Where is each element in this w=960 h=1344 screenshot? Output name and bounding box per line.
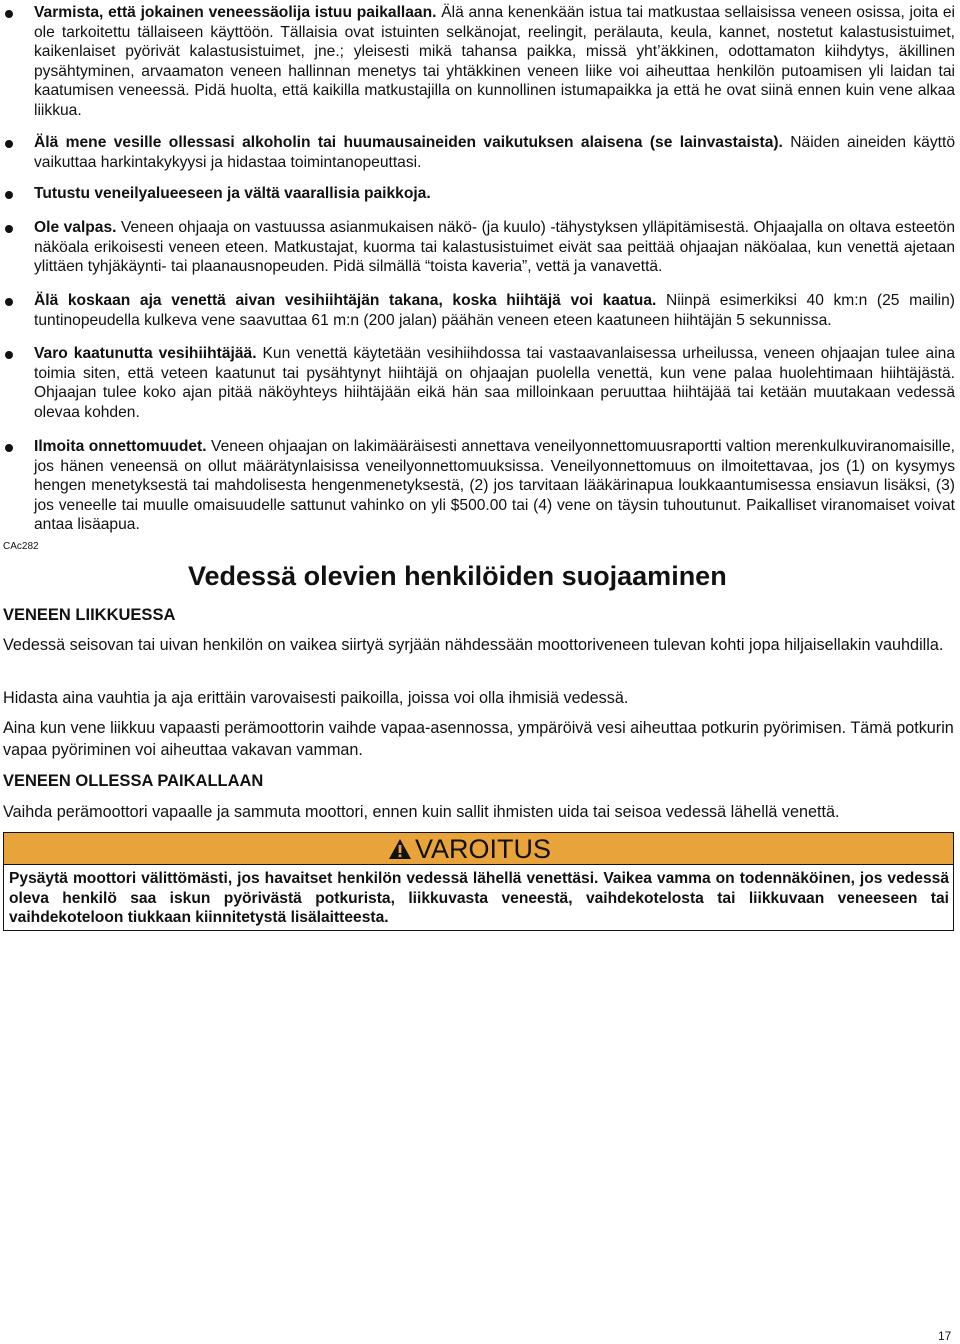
section-title: Vedessä olevien henkilöiden suojaaminen [188, 561, 727, 591]
bullet-dot [5, 140, 13, 148]
bullet-bold: Tutustu veneilyalueeseen ja vältä vaarallisia paikkoja. [34, 185, 431, 202]
bullet-bold: Ilmoita onnettomuudet. [34, 438, 207, 455]
warning-triangle-icon [388, 838, 412, 860]
stationary-paragraph-1: Vaihda perämoottori vapaalle ja sammuta moottori, ennen kuin sallit ihmisten uida tai seisoa vedessä lähellä venettä. [3, 803, 840, 821]
moving-paragraph-1: Vedessä seisovan tai uivan henkilön on vaikea siirtyä syrjään nähdessään moottoriveneen tulevan kohti jopa hiljaisellakin vauhdilla. [3, 636, 944, 654]
bullet-text [34, 218, 955, 277]
heading-boat-stationary: VENEEN OLLESSA PAIKALLAAN [3, 772, 264, 790]
warning-box [3, 832, 954, 931]
bullet-text [34, 184, 955, 204]
bullet-text [34, 291, 955, 330]
warning-header [4, 833, 953, 865]
bullet-body: Kun venettä käytetään vesihiihdossa tai vastaavanlaisessa urheilussa, veneen ohjaajan tulee aina toimia siten, että veteen kaatunut tai pysähtynyt hiihtäjä on ohjaajan puolella venettä, kun vene palaa huolehtimaan hiihtäjästä. Ohjaajan tulee koko ajan pitää näköyhteys hiihtäjään eikä hän saa milloinkaan peruuttaa hiihtäjää tai ketään muutakaan vedessä olevaa kohden. [34, 345, 955, 421]
bullet-dot [5, 444, 13, 452]
bullet-dot [5, 225, 13, 233]
bullet-bold: Älä mene vesille ollessasi alkoholin tai huumausaineiden vaikutuksen alaisena (se lainvastaista). [34, 134, 783, 151]
bullet-body: Älä anna kenenkään istua tai matkustaa sellaisissa veneen osissa, joita ei ole tarkoitettu tällaiseen käyttöön. Tällaisia ovat istuinten selkänojat, reelingit, perälauta, keula, kannet, nostetut kalastusistuimet, kaikenlaiset pyörivät kalastusistuimet, jne.; yleisesti mikä tahansa paikka, missä yht’äkkinen, odottamaton kiihdytys, äkillinen pysähtyminen, arvaamaton veneen hallinnan menetys tai yhtäkkinen veneen liike voi aiheuttaa henkilön putoamisen yli laidan tai kaatumisen veneessä. Pidä huolta, että kaikilla matkustajilla on kunnollinen istumapaikka ja että he ovat siinä ennen kuin vene alkaa liikkua. [34, 4, 955, 119]
bullet-body: Näiden aineiden käyttö vaikuttaa harkintakykyysi ja hidastaa toimintanopeuttasi. [34, 134, 955, 171]
bullet-bold: Varo kaatunutta vesihiihtäjää. [34, 345, 257, 362]
bullet-body: Veneen ohjaaja on vastuussa asianmukaisen näkö- (ja kuulo) -tähystyksen ylläpitämisestä. Ohjaajalla on oltava esteetön näköala erikoisesti veneen eteen. Matkustajat, kuorma tai kalastusistuimet eivät saa peittää ohjaajan näköalaa, kun venettä ajetaan ylittäen tyhjäkäynti- tai plaanausnopeuden. Pidä silmällä “toista kaveria”, vettä ja vanavettä. [34, 219, 955, 276]
bullet-bold: Älä koskaan aja venettä aivan vesihiihtäjän takana, koska hiihtäjä voi kaatua. [34, 292, 657, 309]
bullet-body: Niinpä esimerkiksi 40 km:n (25 mailin) tuntinopeudella kulkeva vene saavuttaa 61 m:n (200 jalan) päähän veneen eteen kaatuneen hiihtäjän 5 sekunnissa. [34, 292, 955, 329]
heading-boat-moving: VENEEN LIIKKUESSA [3, 606, 176, 624]
bullet-text [34, 3, 955, 121]
warning-text: Pysäytä moottori välittömästi, jos havaitset henkilön vedessä lähellä venettäsi. Vaikea vamma on todennäköinen, jos vedessä oleva henkilö saa iskun pyörivästä potkurista, liikkuvasta veneestä, vaihdekotelosta tai liikkuvaan veneeseen tai vaihdekoteloon tiukkaan kiinnitetystä lisälaitteesta. [9, 870, 949, 927]
bullet-text [34, 133, 955, 172]
bullet-dot [5, 191, 13, 199]
moving-paragraph-3: Aina kun vene liikkuu vapaasti perämoottorin vaihde vapaa-asennossa, ympäröivä vesi aiheuttaa potkurin pyörimisen. Tämä potkurin vapaa pyöriminen voi aiheuttaa vakavan vamman. [3, 719, 954, 759]
bullet-bold: Ole valpas. [34, 219, 117, 236]
bullet-text [34, 344, 955, 422]
bullet-dot [5, 10, 13, 18]
page-number: 17 [938, 1329, 952, 1343]
bullet-dot [5, 351, 13, 359]
bullet-bold: Varmista, että jokainen veneessäolija istuu paikallaan. [34, 4, 437, 21]
bullet-text [34, 437, 955, 535]
warning-label: VAROITUS [415, 834, 552, 864]
moving-paragraph-2: Hidasta aina vauhtia ja aja erittäin varovaisesti paikoilla, joissa voi olla ihmisiä vedessä. [3, 689, 629, 707]
bullet-body: Veneen ohjaajan on lakimääräisesti annettava veneilyonnettomuusraportti valtion merenkulkuviranomaisille, jos hänen veneensä on ollut määrätynlaisissa veneilyonnettomuuksissa. Veneilyonnettomuus on ilmoitettavaa, jos (1) on kysymys hengen menetyksestä tai mahdolisesta hengenmenetyksestä, (2) jos tarvitaan lääkärinapua loukkaantumisessa ensiavun lisäksi, (3) jos veneelle tai muulle omaisuudelle sattunut vahinko on yli $500.00 tai (4) vene on täysin tuhoutunut. Paikalliset viranomaiset voivat antaa lisäapua. [34, 438, 955, 534]
figure-code: CAc282 [3, 541, 39, 552]
bullet-dot [5, 298, 13, 306]
